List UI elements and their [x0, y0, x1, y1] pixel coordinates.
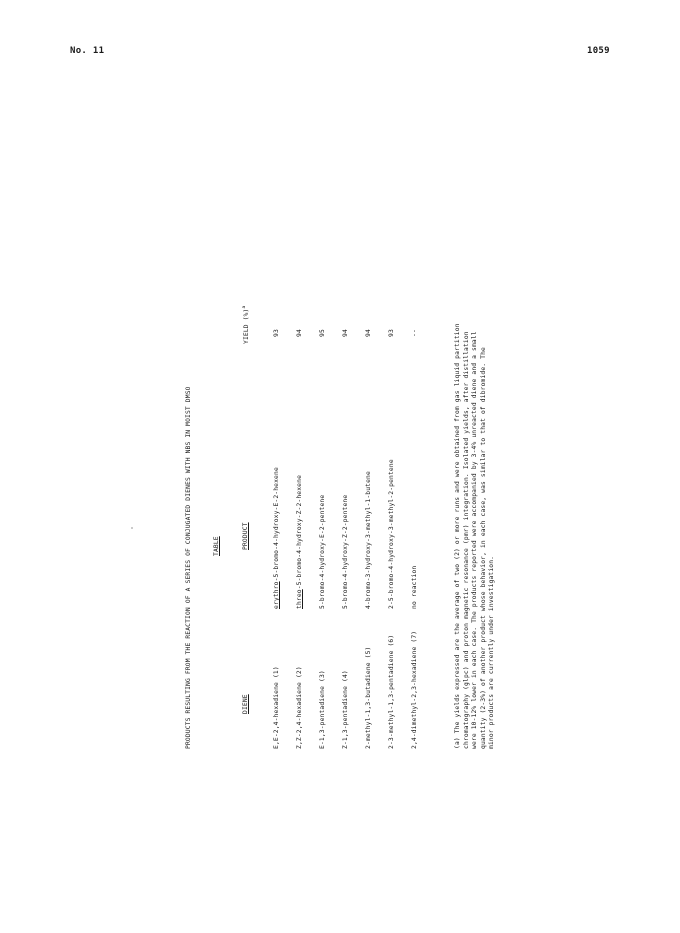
- diene-cell: Z,Z-2,4-hexadiene (2): [296, 666, 303, 749]
- diene-cell: 2-3-methyl-1,3-pentadiene (6): [388, 634, 395, 749]
- rotated-table-block: [170, 160, 510, 760]
- yield-cell: 94: [296, 329, 303, 337]
- yield-cell: 93: [388, 329, 395, 337]
- product-cell: [343, 495, 349, 609]
- yield-cell: 94: [342, 329, 349, 337]
- diene-cell: 2-methyl-1,3-butadiene (5): [365, 646, 372, 749]
- yield-cell: 94: [365, 329, 372, 337]
- scan-speck: [131, 527, 133, 529]
- yield-footnote-marker: a: [242, 305, 247, 309]
- product-cell: [412, 566, 418, 609]
- product-cell: [274, 467, 280, 609]
- yield-cell: --: [411, 329, 418, 337]
- diene-cell: Z-1,3-pentadiene (4): [342, 670, 349, 749]
- column-header-diene: DIENE: [242, 694, 249, 714]
- product-name: no reaction: [411, 565, 418, 609]
- product-cell: [320, 495, 326, 609]
- product-cell: [366, 471, 372, 609]
- diene-cell: E-1,3-pentadiene (3): [319, 670, 326, 749]
- product-cell: [297, 475, 303, 609]
- stereo-prefix: threo: [296, 589, 303, 609]
- issue-number: No. 11: [70, 46, 105, 56]
- diene-cell: 2,4-dimethyl-2,3-hexadiene (7): [411, 630, 418, 749]
- table-label: TABLE: [213, 536, 220, 556]
- diene-cell: E,E-2,4-hexadiene (1): [273, 666, 280, 749]
- yield-cell: 93: [273, 329, 280, 337]
- product-cell: [389, 459, 395, 609]
- column-header-yield: [243, 306, 250, 344]
- product-name: -5-bromo-4-hydroxy-Z-2-hexene: [296, 474, 303, 590]
- product-name: 2-5-bromo-4-hydroxy-3-methyl-2-pentene: [388, 459, 395, 609]
- product-name: 4-bromo-3-hydroxy-3-methyl-1-butene: [365, 471, 372, 609]
- page-number: 1059: [587, 46, 610, 56]
- yield-cell: 95: [319, 329, 326, 337]
- product-name: -5-bromo-4-hydroxy-E-2-hexene: [273, 467, 280, 582]
- product-name: 5-bromo-4-hydroxy-Z-2-pentene: [342, 494, 349, 609]
- column-header-product: PRODUCT: [242, 522, 249, 550]
- table-title: PRODUCTS RESULTING FROM THE REACTION OF A SERIES OF CONJUGATED DIENES WITH NBS IN MOIST DMSO: [185, 386, 192, 749]
- stereo-prefix: erythro: [273, 581, 280, 609]
- yield-label: YIELD (%): [243, 308, 251, 344]
- table-footnote: (a) The yields expressed are the average of two (2) or more runs and were obtained from gas liquid partition chromatography (glpc) and proton magnetic resonance (pmr) integration. Isolated yields, after distillation were 10-12% lower in each case. The products reported were accompanied by 3-4% unreacted diene and a small quantity (2-3%) of another product whose behavior, in each case, was similar to that of dibromide. The minor products are currently under investigation.: [454, 323, 496, 749]
- product-name: 5-bromo-4-hydroxy-E-2-pentene: [319, 494, 326, 609]
